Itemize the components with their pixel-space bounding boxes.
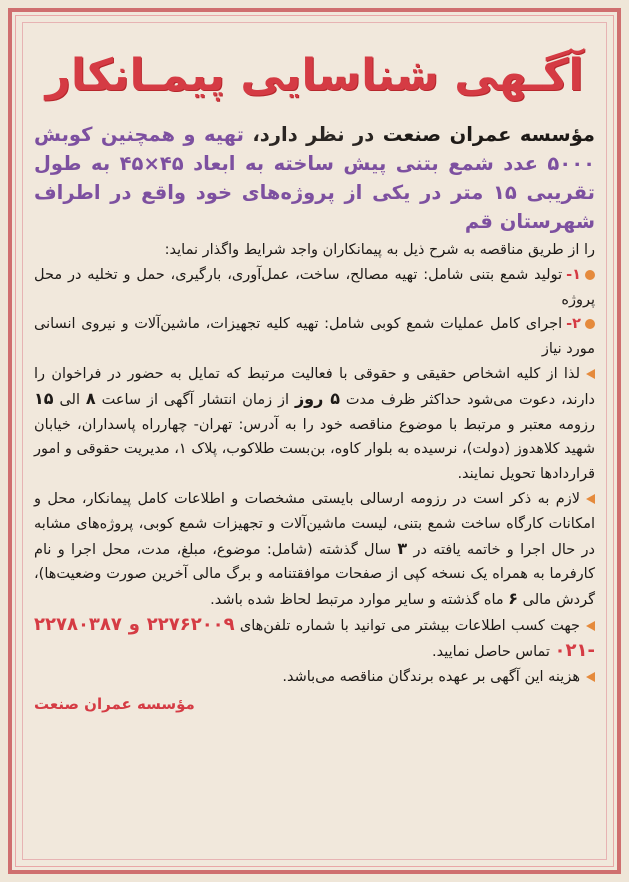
intro-text: را از طریق مناقصه به شرح ذیل به پیمانکاران واجد شرایط واگذار نماید:	[164, 242, 595, 258]
notice-frame	[8, 8, 621, 874]
notice-title: آگـهی شناسایی پیمـانکار	[45, 50, 584, 101]
list-item-1	[34, 263, 595, 313]
phone-numbers: ۲۲۷۶۲۰۰۹ و ۲۲۷۸۰۳۸۷ -۰۲۱	[34, 613, 595, 661]
para3-part2: تماس حاصل نمایید.	[432, 643, 555, 660]
para3-part1: جهت کسب اطلاعات بیشتر می توانید با شماره تلفن‌های	[234, 617, 580, 634]
paragraph-contact	[34, 613, 595, 665]
bullet-triangle-icon	[586, 494, 595, 504]
bullet-circle-icon	[585, 270, 595, 280]
para2-part1: لازم به ذکر است در رزومه ارسالی بایستی مشخصات و اطلاعات کامل پیمانکار، محل و امکانات کارگاه ساخت شمع بتنی، لیست ماشین‌آلات و تجهیزات شمع کوبی، پروژه‌های مشابه در حال اجرا و خاتمه یافته در	[34, 490, 595, 558]
para1-part3: الی	[53, 391, 86, 408]
item-number: ۱-	[566, 266, 581, 283]
para1-hour-start: ۸	[85, 388, 96, 408]
item-text: تولید شمع بتنی شامل: تهیه مصالح، ساخت، عمل‌آوری، بارگیری، حمل و تخلیه در محل پروژه	[34, 266, 595, 308]
lead-rest: تهیه و همچنین کوبش ۵۰۰۰ عدد شمع بتنی پیش ساخته به ابعاد ۴۵×۴۵ به طول تقریبی ۱۵ متر در یکی از پروژه‌های خود واقع در اطراف شهرستان قم	[34, 123, 595, 233]
para1-part4: رزومه معتبر و مرتبط با موضوع مناقصه خود را به آدرس: تهران- چهارراه پاسداران، خیابان شهید کلاهدوز (دولت)، نرسیده به بلوار کاوه، بن‌بست طلاکوب، پلاک ۱، مدیریت حقوقی و امور قراردادها تحویل نمایند.	[34, 416, 595, 483]
bullet-triangle-icon	[586, 672, 595, 682]
lead-org: مؤسسه عمران صنعت	[382, 123, 595, 146]
para1-hour-end: ۱۵	[34, 388, 54, 408]
paragraph-invitation	[34, 362, 595, 487]
list-item-2	[34, 312, 595, 362]
para2-part2: سال گذشته (شامل: موضوع، مبلغ، مدت، محل اجرا و نام کارفرما به همراه یک نسخه کپی از صفحات موافقتنامه و برگ مالی آخرین صورت وضعیت‌ها)، گردش مالی	[34, 541, 595, 609]
footer-signature: مؤسسه عمران صنعت	[34, 695, 195, 714]
para2-months: ۶	[508, 589, 519, 609]
paragraph-requirements	[34, 487, 595, 613]
bullet-triangle-icon	[586, 621, 595, 631]
lead-paragraph	[34, 120, 595, 236]
item-number: ۲-	[566, 316, 581, 333]
lead-mid: در نظر دارد،	[243, 123, 383, 146]
notice-content	[34, 32, 595, 850]
bullet-circle-icon	[585, 319, 595, 329]
bullet-triangle-icon	[586, 369, 595, 379]
para2-years: ۳	[397, 538, 408, 558]
para1-days: ۵ روز	[294, 388, 340, 408]
para2-part3: ماه گذشته و سایر موارد مرتبط لحاظ شده باشد.	[210, 592, 509, 609]
item-text: اجرای کامل عملیات شمع کوبی شامل: تهیه کلیه تجهیزات، ماشین‌آلات و نیروی انسانی مورد نیاز	[34, 316, 595, 358]
para1-part1: لذا از کلیه اشخاص حقیقی و حقوقی با فعالیت مرتبط که تمایل به حضور در فراخوان را دارند، دعوت می‌شود حداکثر ظرف مدت	[34, 365, 595, 408]
para4-text: هزینه این آگهی بر عهده برندگان مناقصه می‌باشد.	[282, 668, 580, 685]
para1-part2: از زمان انتشار آگهی از ساعت	[95, 391, 295, 408]
paragraph-cost	[34, 665, 595, 690]
